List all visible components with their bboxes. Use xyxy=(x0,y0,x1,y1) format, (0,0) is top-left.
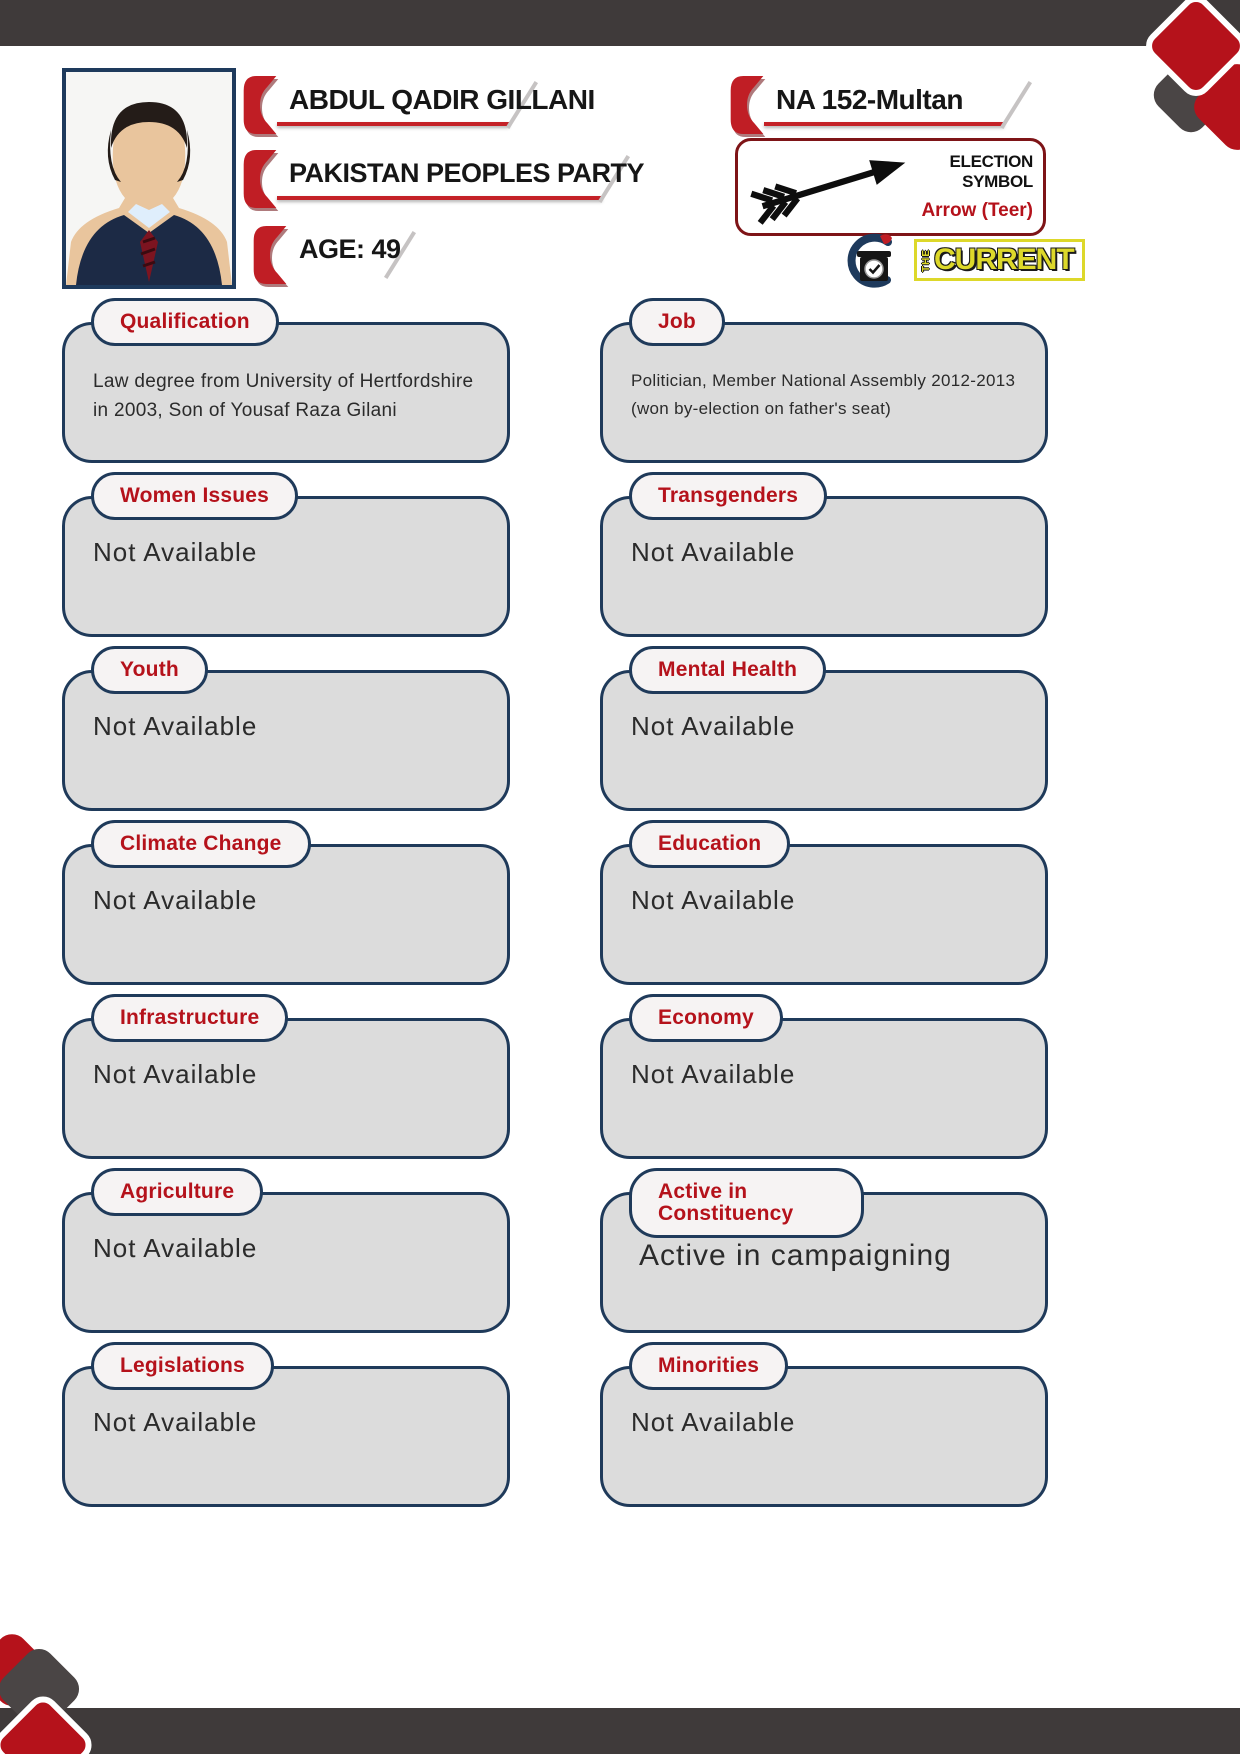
candidate-name: ABDUL QADIR GILLANI xyxy=(289,84,595,115)
chevron-icon xyxy=(243,150,277,208)
chevron-icon xyxy=(253,226,287,284)
info-card xyxy=(600,1006,1048,1159)
card-body: Not Available xyxy=(93,537,258,567)
card-title: Minorities xyxy=(658,1354,760,1377)
card-body: Politician, Member National Assembly 2012-2013 (won by-election on father's seat) xyxy=(631,371,1016,419)
card-title: Legislations xyxy=(120,1354,245,1377)
card-title: Women Issues xyxy=(120,484,270,507)
info-card xyxy=(600,484,1048,637)
card-title: Active in Constituency xyxy=(658,1180,794,1226)
bottom-band xyxy=(0,1708,1240,1754)
party-name: PAKISTAN PEOPLES PARTY xyxy=(289,158,645,188)
candidate-photo-art xyxy=(66,72,232,285)
info-card xyxy=(600,1180,1048,1333)
candidate-photo xyxy=(62,68,236,289)
card-title: Climate Change xyxy=(120,832,282,855)
info-card xyxy=(62,484,510,637)
constituency-name: NA 152-Multan xyxy=(776,84,963,115)
card-body: Not Available xyxy=(631,1407,796,1437)
chevron-icon xyxy=(243,76,277,134)
card-title-pill xyxy=(91,472,298,520)
top-band xyxy=(0,0,1240,46)
party-plate xyxy=(243,150,644,208)
card-title-pill xyxy=(91,820,311,868)
info-card xyxy=(600,832,1048,985)
card-body: Not Available xyxy=(631,537,796,567)
card-body: Not Available xyxy=(93,711,258,741)
card-title: Youth xyxy=(120,658,179,681)
constituency-slash xyxy=(1000,81,1032,129)
name-plate xyxy=(243,76,595,134)
card-body: Not Available xyxy=(631,885,796,915)
card-title: Mental Health xyxy=(658,658,798,681)
logo-row xyxy=(840,230,1085,290)
card-title: Education xyxy=(658,832,762,855)
info-card xyxy=(62,658,510,811)
info-card xyxy=(600,658,1048,811)
card-body: Not Available xyxy=(631,711,796,741)
card-title: Agriculture xyxy=(120,1180,235,1203)
card-body: Not Available xyxy=(93,1233,258,1263)
card-title-pill xyxy=(629,298,725,346)
card-title-pill xyxy=(629,994,783,1042)
card-title-pill xyxy=(629,820,790,868)
the-current-logo-the: THE xyxy=(921,248,932,272)
election-symbol-title: ELECTION SYMBOL xyxy=(949,152,1033,191)
card-title-pill xyxy=(629,1342,788,1390)
ballot-box-logo xyxy=(840,230,906,290)
card-title-pill xyxy=(629,646,826,694)
card-title-pill xyxy=(91,1168,263,1216)
arrow-teer-icon xyxy=(738,145,908,229)
info-card xyxy=(62,1180,510,1333)
card-title: Infrastructure xyxy=(120,1006,260,1029)
the-current-logo-word: CURRENT xyxy=(934,243,1074,276)
card-title-pill xyxy=(629,1168,864,1238)
card-body: Active in campaigning xyxy=(639,1239,952,1272)
election-symbol-box xyxy=(735,138,1046,236)
card-title-pill xyxy=(91,1342,274,1390)
sections-grid xyxy=(62,310,1048,1507)
info-card xyxy=(62,310,510,463)
election-symbol-texts xyxy=(908,152,1043,222)
card-title: Transgenders xyxy=(658,484,799,507)
info-card xyxy=(62,832,510,985)
card-body: Not Available xyxy=(631,1059,796,1089)
card-title-pill xyxy=(91,646,208,694)
card-title: Job xyxy=(658,310,696,333)
card-title-pill xyxy=(629,472,827,520)
card-title: Economy xyxy=(658,1006,754,1029)
info-card xyxy=(62,1354,510,1507)
card-title-pill xyxy=(91,994,288,1042)
card-body: Law degree from University of Hertfordshire in 2003, Son of Yousaf Raza Gilani xyxy=(93,371,474,422)
card-title-pill xyxy=(91,298,279,346)
card-body: Not Available xyxy=(93,1407,258,1437)
info-card xyxy=(600,310,1048,463)
info-card xyxy=(600,1354,1048,1507)
info-card xyxy=(62,1006,510,1159)
card-body: Not Available xyxy=(93,885,258,915)
candidate-age: AGE: 49 xyxy=(299,234,401,264)
card-body: Not Available xyxy=(93,1059,258,1089)
the-current-logo xyxy=(914,239,1085,281)
card-title: Qualification xyxy=(120,310,250,333)
constituency-plate xyxy=(730,76,963,134)
age-plate xyxy=(253,226,401,284)
chevron-icon xyxy=(730,76,764,134)
election-symbol-value: Arrow (Teer) xyxy=(921,200,1033,221)
